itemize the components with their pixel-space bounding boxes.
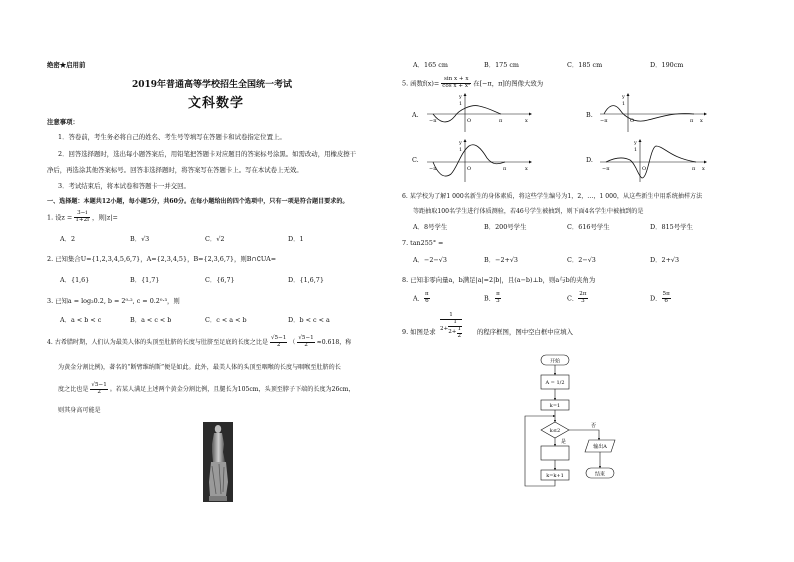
fraction-numerator: 2π xyxy=(579,291,587,297)
q3-option-b: B．a < c < b xyxy=(130,316,172,324)
q2-option-d: D．{1,6,7} xyxy=(288,276,324,284)
neg-pi-tick: −π xyxy=(600,118,608,124)
q3-option-a: A．a < b < c xyxy=(60,316,102,324)
origin-label: O xyxy=(467,166,472,172)
q8-option-b xyxy=(484,292,501,305)
fraction-numerator: 5π xyxy=(662,291,670,297)
cf-two-plus: 2+ xyxy=(448,329,457,336)
flow-start-text: 开始 xyxy=(549,358,561,365)
flow-assign-a-text: A = 1/2 xyxy=(545,380,565,386)
question-8: 8. 已知非零向量a，b满足|a|=2|b|，且(a−b)⊥b，则a与b的夹角为 xyxy=(402,276,596,284)
secret-label: 绝密★启用前 xyxy=(47,61,86,69)
continued-fraction xyxy=(440,313,462,339)
origin-label: O xyxy=(642,166,647,172)
cf-top: 1 xyxy=(440,313,462,320)
q6-option-d: D．815号学生 xyxy=(650,223,693,231)
flow-assign-k-text: k=1 xyxy=(549,403,561,409)
q7-option-d: D．2+√3 xyxy=(650,256,680,264)
question-5 xyxy=(402,77,543,90)
q1-prefix: 1. 设z = xyxy=(47,213,73,222)
option-fraction xyxy=(662,292,671,305)
fraction-denominator: 6 xyxy=(664,297,668,304)
q4-text: （ xyxy=(289,338,296,346)
graph-a xyxy=(425,92,533,134)
one-tick: 1 xyxy=(459,101,463,107)
question-4-line1 xyxy=(47,336,351,349)
option-letter: C． xyxy=(567,294,579,303)
q4-option-a: A．165 cm xyxy=(413,61,448,69)
q5-suffix: 在[−π，π]的图像大致为 xyxy=(473,79,544,88)
pi-tick: π xyxy=(690,118,694,124)
q4-text: ≈0.618，称 xyxy=(316,338,352,346)
q7-option-a: A．−2−√3 xyxy=(413,256,447,264)
note-item: 净后，再选涂其他答案标号。回答非选择题时，将答案写在答题卡上。写在本试卷上无效。 xyxy=(47,166,303,174)
q2-option-b: B．{1,7} xyxy=(130,276,160,284)
graph-a-label: A. xyxy=(412,111,419,119)
neg-pi-tick: −π xyxy=(429,166,437,172)
venus-statue-image xyxy=(203,422,233,502)
graph-d xyxy=(598,138,708,184)
fraction-denominator: 3 xyxy=(581,297,585,304)
pi-tick: π xyxy=(692,166,696,172)
q4-option-d: D．190cm xyxy=(650,61,684,69)
flow-yes-label: 是 xyxy=(561,439,567,445)
graph-b xyxy=(598,92,708,134)
q1-numerator: 3−i xyxy=(74,211,90,218)
fraction-numerator: π xyxy=(425,291,429,297)
q1-option-c: C．√2 xyxy=(205,235,225,243)
x-axis-label: x xyxy=(702,166,705,172)
notes-heading: 注意事项： xyxy=(47,118,79,126)
q3-option-d: D．b < c < a xyxy=(288,316,330,324)
fraction-numerator: √5−1 xyxy=(91,382,107,388)
q6-option-a: A．8号学生 xyxy=(413,223,448,231)
q2-option-a: A．{1,6} xyxy=(60,276,90,284)
section-heading: 一、选择题：本题共12小题，每小题5分，共60分。在每小题给出的四个选项中，只有一项是符合题目要求的。 xyxy=(47,198,349,205)
fraction-numerator: √5−1 xyxy=(298,335,314,341)
option-letter: A． xyxy=(413,294,425,303)
q4-text: 。若某人满足上述两个黄金分割比例，且腿长为105cm，头顶至脖子下端的长度为26cm， xyxy=(109,385,355,393)
subject-title: 文科数学 xyxy=(188,96,245,111)
y-axis-label: y xyxy=(459,94,462,100)
question-1 xyxy=(47,211,118,224)
golden-ratio-fraction xyxy=(297,336,314,349)
one-tick: 1 xyxy=(459,147,463,153)
fraction-numerator: √5−1 xyxy=(270,335,287,341)
fraction-denominator: 6 xyxy=(425,297,429,304)
q4-text: 度之比也是 xyxy=(58,385,89,393)
neg-pi-tick: −π xyxy=(602,166,610,172)
flow-output-text: 输出A xyxy=(593,444,607,450)
cf-low-denominator: 2 xyxy=(457,332,462,339)
option-fraction xyxy=(495,292,501,305)
q6-option-c: C．616号学生 xyxy=(567,223,610,231)
one-tick: 1 xyxy=(634,147,638,153)
x-axis-label: x xyxy=(700,118,703,124)
note-item: 2．回答选择题时，选出每小题答案后，用铅笔把答题卡对应题目的答案标号涂黑。如需改动，用橡皮擦干 xyxy=(58,150,357,158)
q1-denominator: 1+2i xyxy=(75,216,89,223)
question-6-line1: 6. 某学校为了解1 000名新生的身体素质，将这些学生编号为1，2，…，1 000，从这些新生中用系统抽样方法 xyxy=(402,193,703,200)
q2-option-c: C．{6,7} xyxy=(205,276,235,284)
note-item: 3．考试结束后，将本试卷和答题卡一并交回。 xyxy=(58,182,190,190)
graph-d-label: D. xyxy=(586,156,593,164)
flow-decision-text: k≤2 xyxy=(549,428,561,434)
origin-label: O xyxy=(630,118,635,124)
q5-fraction xyxy=(441,77,471,90)
x-axis-label: x xyxy=(525,118,528,124)
x-axis-label: x xyxy=(525,166,528,172)
cf-middle xyxy=(440,320,462,340)
flow-end-text: 结束 xyxy=(594,471,606,478)
option-letter: B． xyxy=(484,294,496,303)
flow-increment-text: k=k+1 xyxy=(546,473,564,479)
question-3: 3. 已知a = log₂0.2, b = 2⁰·², c = 0.2⁰·³，则 xyxy=(47,297,180,305)
question-4-line3 xyxy=(58,383,355,396)
q1-fraction xyxy=(74,211,90,224)
fraction-denominator: 2 xyxy=(304,341,308,348)
q3-option-c: C．c < a < b xyxy=(205,316,247,324)
fraction-denominator: 2 xyxy=(97,388,101,395)
q1-option-a: A．2 xyxy=(60,235,76,243)
exam-title: 2019年普通高等学校招生全国统一考试 xyxy=(132,80,293,90)
q4-text: 4. 古希腊时期，人们认为最美人体的头顶至肚脐的长度与肚脐至足底的长度之比是 xyxy=(47,338,269,346)
cf-inner-numerator: 1 xyxy=(448,320,462,327)
graph-b-label: B. xyxy=(586,111,593,119)
q4-option-c: C．185 cm xyxy=(567,61,603,69)
q7-option-b: B．−2+√3 xyxy=(484,256,519,264)
q1-option-b: B．√3 xyxy=(130,235,150,243)
question-7: 7. tan255° = xyxy=(402,239,444,247)
q6-option-b: B．200号学生 xyxy=(484,223,527,231)
q1-suffix: ，则|z|= xyxy=(91,213,118,222)
option-fraction xyxy=(578,292,587,305)
option-fraction xyxy=(424,292,430,305)
one-tick: 1 xyxy=(622,101,626,107)
golden-ratio-fraction xyxy=(90,383,107,396)
q4-option-b: B．175 cm xyxy=(484,61,519,69)
question-9-prefix: 9. 如图是求 xyxy=(402,328,436,336)
option-letter: D． xyxy=(650,294,662,303)
origin-label: O xyxy=(467,118,472,124)
question-9-suffix: 的程序框图，图中空白框中应填入 xyxy=(477,328,573,336)
q1-option-d: D．1 xyxy=(288,235,304,243)
fraction-denominator: 3 xyxy=(496,297,500,304)
pi-tick: π xyxy=(499,118,503,124)
question-4-line2: 为黄金分割比例)，著名的“断臂维纳斯”便是如此。此外，最美人体的头顶至咽喉的长度与咽喉至肚脐的长 xyxy=(58,364,341,371)
q5-prefix: 5. 函数f(x)= xyxy=(402,79,440,88)
y-axis-label: y xyxy=(634,140,637,146)
question-6-line2: 等距抽取100名学生进行体质测验，若46号学生被抽到，则下面4名学生中被抽到的是 xyxy=(413,208,644,215)
graph-c-label: C. xyxy=(412,156,419,164)
fraction-denominator: cos x + x² xyxy=(442,82,471,89)
neg-pi-tick: −π xyxy=(429,118,437,124)
q8-option-d xyxy=(650,292,671,305)
question-2: 2. 已知集合U={1,2,3,4,5,6,7}，A={2,3,4,5}，B={2,3,6,7}，则B∩∁UA= xyxy=(47,255,277,263)
fraction-denominator: 2 xyxy=(276,341,281,348)
note-item: 1．答卷前，考生务必将自己的姓名、考生号等填写在答题卡和试卷指定位置上。 xyxy=(58,133,286,141)
golden-ratio-fraction xyxy=(270,336,287,349)
program-flowchart xyxy=(515,352,635,492)
y-axis-label: y xyxy=(622,94,625,100)
q8-option-c xyxy=(567,292,588,305)
q7-option-c: C．2−√3 xyxy=(567,256,596,264)
fraction-numerator: π xyxy=(496,291,500,297)
flow-no-label: 否 xyxy=(591,423,597,429)
y-axis-label: y xyxy=(459,140,462,146)
flow-blank-box xyxy=(541,446,569,460)
cf-two-plus: 2+ xyxy=(440,325,449,332)
pi-tick: π xyxy=(503,166,507,172)
graph-c xyxy=(425,138,533,184)
q8-option-a xyxy=(413,292,430,305)
cf-low-numerator: 1 xyxy=(457,325,462,332)
question-4-line4: 则其身高可能是 xyxy=(58,407,101,414)
fraction-numerator: sin x + x xyxy=(441,77,471,84)
